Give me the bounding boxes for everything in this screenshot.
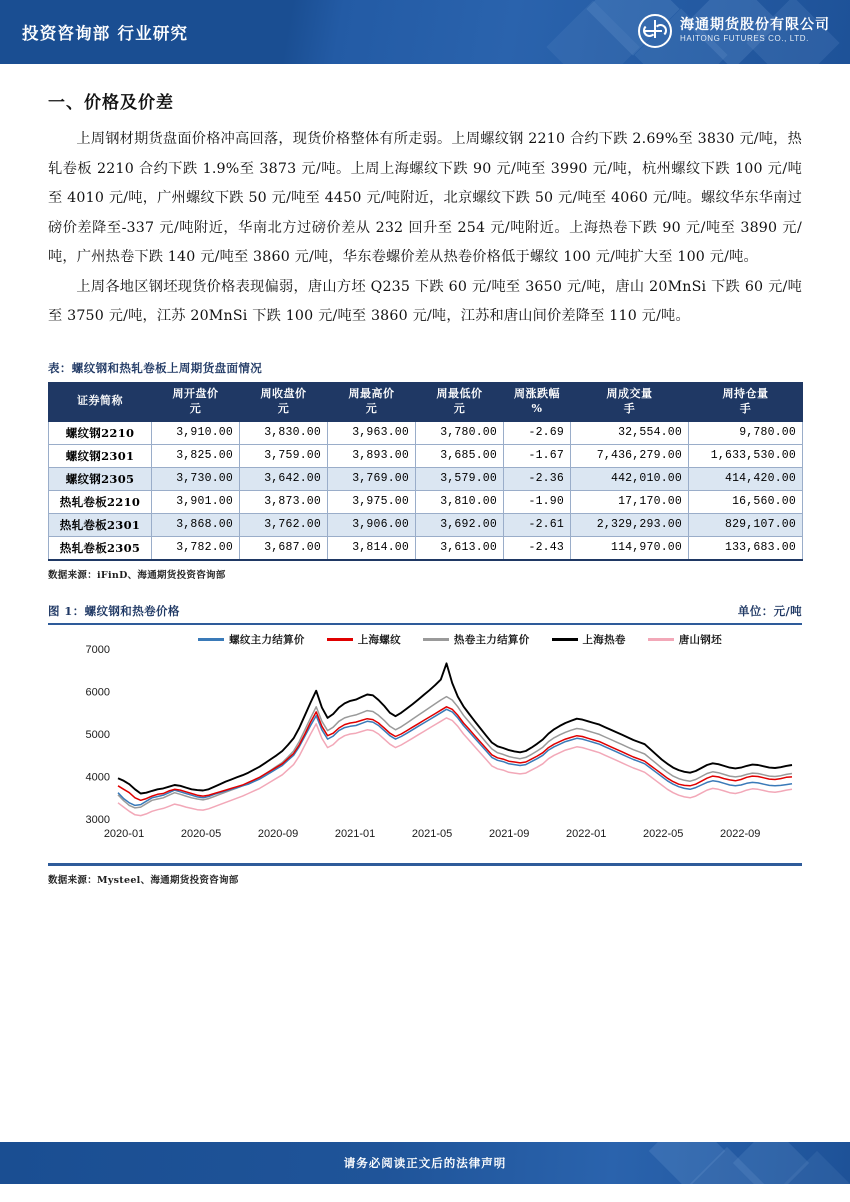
cell-change: -1.67: [504, 445, 571, 468]
cell-low: 3,810.00: [416, 491, 504, 514]
cell-high: 3,893.00: [328, 445, 416, 468]
company-name-cn: 海通期货股份有限公司: [680, 17, 830, 34]
cell-high: 3,963.00: [328, 422, 416, 445]
legend-label: 热卷主力结算价: [453, 633, 530, 646]
col-header-line1: 周最低价: [436, 386, 483, 400]
page-footer: [0, 1142, 850, 1184]
cell-close: 3,642.00: [240, 468, 328, 491]
cell-change: -2.61: [504, 514, 571, 537]
cell-low: 3,780.00: [416, 422, 504, 445]
table-row: [49, 468, 803, 491]
col-header-line1: 周最高价: [348, 386, 395, 400]
cell-open-interest: 414,420.00: [689, 468, 803, 491]
col-header-line1: 证券简称: [77, 394, 123, 408]
legend-label: 上海热卷: [582, 633, 626, 646]
table-row: [49, 445, 803, 468]
cell-low: 3,613.00: [416, 537, 504, 561]
cell-open: 3,730.00: [152, 468, 240, 491]
col-header-low: [416, 382, 504, 422]
cell-volume: 114,970.00: [571, 537, 689, 561]
legend-color-swatch: [198, 638, 224, 641]
cell-volume: 7,436,279.00: [571, 445, 689, 468]
legend-label: 唐山钢坯: [678, 633, 722, 646]
cell-security: 螺纹钢2305: [49, 468, 152, 491]
company-logo: [638, 14, 830, 48]
cell-security: 热轧卷板2301: [49, 514, 152, 537]
table-row: [49, 514, 803, 537]
legend-label: 上海螺纹: [357, 633, 401, 646]
header-department-title: 投资咨询部 行业研究: [22, 24, 189, 43]
footer-white-strip: [0, 1184, 850, 1202]
cell-low: 3,579.00: [416, 468, 504, 491]
legend-label: 螺纹主力结算价: [229, 633, 305, 646]
cell-security: 热轧卷板2305: [49, 537, 152, 561]
table-row: [49, 422, 803, 445]
chart-series-line: [118, 707, 792, 801]
col-header-volume: [571, 382, 689, 422]
cell-open: 3,910.00: [152, 422, 240, 445]
x-axis-tick-label: 2021-05: [411, 828, 453, 841]
col-header-open-interest: [689, 382, 803, 422]
legend-color-swatch: [327, 638, 353, 641]
chart-series-line: [118, 718, 792, 816]
table-row: [49, 537, 803, 561]
cell-open-interest: 1,633,530.00: [689, 445, 803, 468]
col-header-open: [152, 382, 240, 422]
col-header-line1: 周持仓量: [722, 386, 769, 400]
chart-series-line: [118, 664, 792, 794]
col-header-high: [328, 382, 416, 422]
col-header-security: [49, 382, 152, 422]
col-header-close: [240, 382, 328, 422]
col-header-line1: 周开盘价: [172, 386, 219, 400]
cell-open-interest: 9,780.00: [689, 422, 803, 445]
cell-high: 3,814.00: [328, 537, 416, 561]
table-row: [49, 491, 803, 514]
cell-close: 3,759.00: [240, 445, 328, 468]
col-header-line2: 元: [453, 401, 466, 415]
col-header-line2: 手: [623, 401, 636, 415]
cell-change: -2.69: [504, 422, 571, 445]
figure-unit: 单位：元/吨: [737, 604, 802, 619]
legend-color-swatch: [423, 638, 449, 641]
x-axis-tick-label: 2020-01: [103, 828, 145, 841]
col-header-line2: 元: [189, 401, 202, 415]
company-name-en: HAITONG FUTURES CO., LTD.: [680, 34, 809, 44]
page-header: [0, 0, 850, 64]
cell-open-interest: 829,107.00: [689, 514, 803, 537]
cell-close: 3,762.00: [240, 514, 328, 537]
cell-high: 3,769.00: [328, 468, 416, 491]
y-axis-tick-label: 4000: [85, 771, 110, 784]
cell-close: 3,830.00: [240, 422, 328, 445]
cell-change: -1.90: [504, 491, 571, 514]
y-axis-tick-label: 3000: [85, 814, 110, 827]
col-header-line2: 元: [365, 401, 378, 415]
cell-volume: 442,010.00: [571, 468, 689, 491]
x-axis-tick-label: 2022-01: [565, 828, 607, 841]
body-paragraph-1: 上周钢材期货盘面价格冲高回落，现货价格整体有所走弱。上周螺纹钢 2210 合约下跌 2.69%至 3830 元/吨，热轧卷板 2210 合约下跌 1.9%至 3873 元/吨。上周上海螺纹下跌 90 元/吨至 3990 元/吨，杭州螺纹下跌 100 元/吨至 4010 元/吨，广州螺纹下跌 50 元/吨至 4450 元/吨附近，北京螺纹下跌 50 元/吨至 4060 元/吨。螺纹华东华南过磅价差降至-337 元/吨附近，华南北方过磅价差从 232 回升至 254 元/吨附近。上海热卷下跌 90 元/吨至 3890 元/吨，广州热卷下跌 140 元/吨至 3860 元/吨，华东卷螺价差从热卷价格低于螺纹 100 元/吨扩大至 100 元/吨。: [48, 131, 802, 266]
y-axis-tick-label: 5000: [85, 729, 110, 742]
x-axis-tick-label: 2022-05: [643, 828, 684, 841]
cell-open-interest: 16,560.00: [689, 491, 803, 514]
figure-title: 图 1：螺纹钢和热卷价格: [48, 604, 180, 619]
cell-volume: 17,170.00: [571, 491, 689, 514]
cell-change: -2.36: [504, 468, 571, 491]
page-content: [48, 80, 802, 886]
table-header-row: [49, 382, 803, 422]
cell-open-interest: 133,683.00: [689, 537, 803, 561]
col-header-line2: %: [531, 401, 543, 415]
cell-high: 3,975.00: [328, 491, 416, 514]
cell-volume: 2,329,293.00: [571, 514, 689, 537]
table-source-note: 数据来源：iFinD、海通期货投资咨询部: [48, 570, 226, 582]
section-heading: 一、价格及价差: [48, 93, 174, 113]
figure-bottom-rule: [48, 863, 802, 866]
cell-low: 3,692.00: [416, 514, 504, 537]
cell-close: 3,687.00: [240, 537, 328, 561]
col-header-line1: 周成交量: [606, 386, 653, 400]
legend-color-swatch: [648, 638, 674, 641]
cell-open: 3,782.00: [152, 537, 240, 561]
footer-disclaimer: 请务必阅读正文后的法律声明: [343, 1156, 507, 1170]
y-axis-tick-label: 6000: [85, 686, 110, 699]
cell-close: 3,873.00: [240, 491, 328, 514]
table-caption: 表：螺纹钢和热轧卷板上周期货盘面情况: [48, 360, 263, 375]
cell-low: 3,685.00: [416, 445, 504, 468]
chart-plot-area: [48, 643, 802, 861]
figure-header: [48, 603, 802, 625]
col-header-change: [504, 382, 571, 422]
col-header-line2: 元: [277, 401, 290, 415]
cell-security: 螺纹钢2210: [49, 422, 152, 445]
cell-high: 3,906.00: [328, 514, 416, 537]
figure-source-note: 数据来源：Mysteel、海通期货投资咨询部: [48, 874, 239, 886]
cell-security: 螺纹钢2301: [49, 445, 152, 468]
y-axis-tick-label: 7000: [85, 644, 110, 657]
haitong-emblem-icon: [638, 14, 672, 48]
cell-open: 3,901.00: [152, 491, 240, 514]
x-axis-tick-label: 2021-09: [488, 828, 530, 841]
col-header-line2: 手: [739, 401, 752, 415]
price-line-chart: [48, 629, 802, 861]
x-axis-tick-label: 2020-09: [257, 828, 299, 841]
col-header-line1: 周收盘价: [260, 386, 307, 400]
futures-summary-table: [48, 382, 803, 562]
body-paragraph-2: 上周各地区钢坯现货价格表现偏弱，唐山方坯 Q235 下跌 60 元/吨至 3650 元/吨，唐山 20MnSi 下跌 60 元/吨至 3750 元/吨，江苏 20MnSi 下跌 100 元/吨至 3860 元/吨，江苏和唐山间价差降至 110 元/吨。: [48, 278, 802, 325]
cell-change: -2.43: [504, 537, 571, 561]
x-axis-tick-label: 2022-09: [720, 828, 761, 841]
legend-color-swatch: [552, 638, 578, 641]
cell-open: 3,868.00: [152, 514, 240, 537]
cell-open: 3,825.00: [152, 445, 240, 468]
cell-volume: 32,554.00: [571, 422, 689, 445]
col-header-line1: 周涨跌幅: [514, 386, 560, 400]
x-axis-tick-label: 2020-05: [180, 828, 222, 841]
cell-security: 热轧卷板2210: [49, 491, 152, 514]
x-axis-tick-label: 2021-01: [334, 828, 376, 841]
